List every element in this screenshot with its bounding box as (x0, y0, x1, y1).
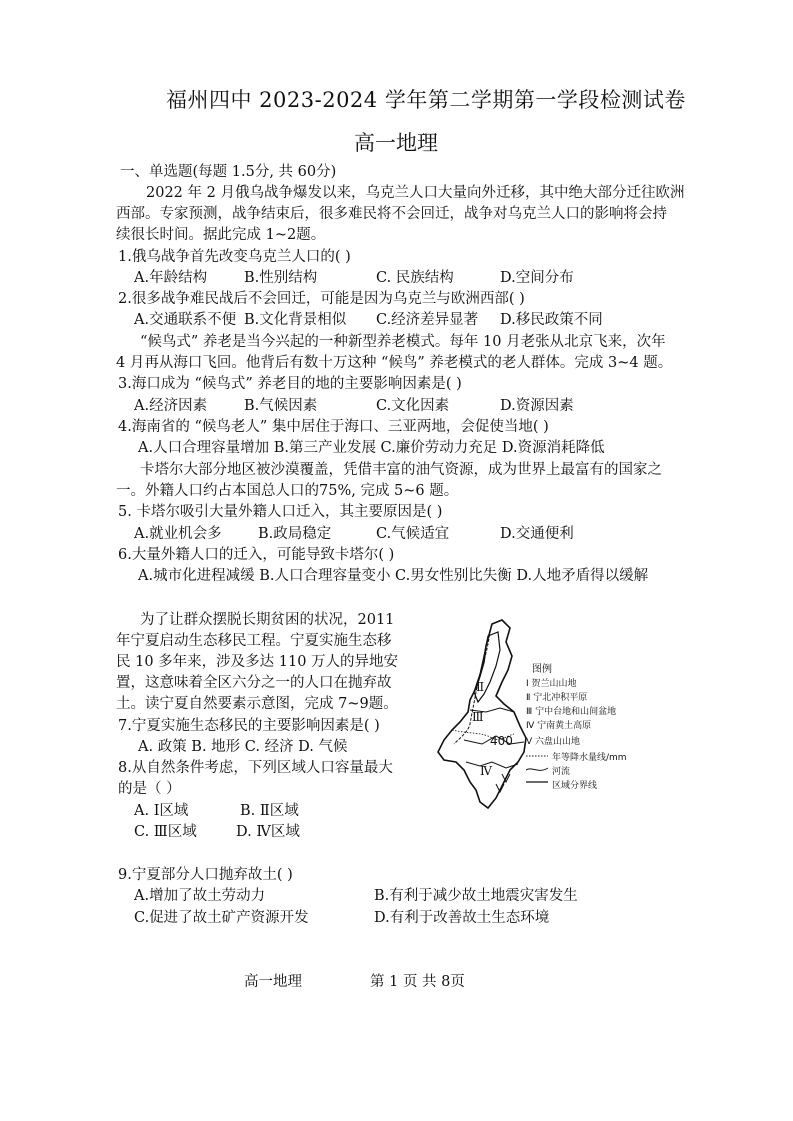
q5-option-c: C.气候适宜 (376, 526, 450, 542)
q8-option-c: C. Ⅲ区域 (134, 824, 197, 840)
passage-4-line: 置，这意味着全区六分之一的人口在抛弃故 (116, 675, 392, 691)
question-2-stem: 2.很多战争难民战后不会回迁，可能是因为乌克兰与欧洲西部( ) (118, 291, 525, 307)
footer-page-number: 第 1 页 共 8页 (370, 974, 465, 990)
section-heading: 一、单选题(每题 1.5分, 共 60分) (120, 164, 337, 180)
q1-option-c: C. 民族结构 (376, 270, 454, 286)
question-4-stem: 4.海南省的 “候鸟老人” 集中居住于海口、三亚两地，会促使当地( ) (118, 419, 549, 435)
q1-option-a: A.年龄结构 (134, 270, 208, 286)
q5-option-b: B.政局稳定 (258, 526, 332, 542)
footer-subject: 高一地理 (244, 974, 302, 990)
q8-option-b: B. Ⅱ区域 (240, 803, 299, 819)
question-5-stem: 5. 卡塔尔吸引大量外籍人口迁入，其主要原因是( ) (118, 504, 443, 520)
q6-options: A.城市化进程减缓 B.人口合理容量变小 C.男女性别比失衡 D.人地矛盾得以缓解 (138, 568, 649, 584)
question-8-stem: 的是（ ） (118, 781, 181, 797)
q3-option-c: C.文化因素 (376, 398, 450, 414)
q2-option-b: B.文化背景相似 (244, 312, 347, 328)
legend-item: Ⅲ 宁中台地和山间盆地 (526, 707, 617, 717)
legend-item: 年等降水量线/mm (552, 753, 627, 763)
q4-options: A.人口合理容量增加 B.第三产业发展 C.廉价劳动力充足 D.资源消耗降低 (138, 440, 605, 456)
q9-option-b: B.有利于减少故土地震灾害发生 (374, 888, 578, 904)
legend-item: Ⅱ 宁北冲积平原 (526, 693, 588, 703)
isohyet-label: 400 (490, 734, 513, 748)
q5-option-d: D.交通便利 (500, 526, 574, 542)
q3-option-b: B.气候因素 (244, 398, 318, 414)
q9-option-d: D.有利于改善故土生态环境 (374, 910, 550, 926)
q9-option-c: C.促进了故土矿产资源开发 (134, 910, 309, 926)
q2-option-c: C.经济差异显著 (376, 312, 479, 328)
q5-option-a: A.就业机会多 (134, 526, 222, 542)
q1-option-d: D.空间分布 (500, 270, 574, 286)
region-boundary-line (466, 762, 518, 768)
q9-option-a: A.增加了故土劳动力 (134, 888, 266, 904)
exam-title: 福州四中 2023-2024 学年第二学期第一学段检测试卷 (166, 88, 686, 112)
q3-option-d: D.资源因素 (500, 398, 574, 414)
legend-item: Ⅴ 六盘山山地 (526, 737, 581, 747)
passage-4-line: 民 10 多年来，涉及多达 110 万人的异地安 (116, 654, 399, 670)
q3-option-a: A.经济因素 (134, 398, 208, 414)
region-label-4: Ⅳ (480, 764, 492, 778)
passage-1-line: 西部。专家预测，战争结束后，很多难民将不会回迁，战争对乌克兰人口的影响将会持 (116, 206, 667, 222)
legend-item: 区域分界线 (552, 781, 598, 791)
passage-1-line: 2022 年 2 月俄乌战争爆发以来，乌克兰人口大量向外迁移，其中绝大部分迁往欧洲 (146, 185, 685, 201)
passage-2-line: “候鸟式” 养老是当今兴起的一种新型养老模式。每年 10 月老张从北京飞来，次年 (140, 334, 666, 350)
passage-4-line: 为了让群众摆脱长期贫困的状况，2011 (140, 612, 395, 628)
question-8-stem: 8.从自然条件考虑，下列区域人口容量最大 (118, 760, 393, 776)
map-legend (526, 660, 661, 800)
q2-option-d: D.移民政策不同 (500, 312, 603, 328)
legend-symbols (526, 752, 550, 788)
q1-option-b: B.性别结构 (244, 270, 318, 286)
passage-2-line: 4 月再从海口飞回。他背后有数十万这种 “候鸟” 养老模式的老人群体。完成 3~4 题。 (116, 355, 673, 371)
passage-3-line: 卡塔尔大部分地区被沙漠覆盖，凭借丰富的油气资源，成为世界上最富有的国家之 (140, 462, 662, 478)
question-7-stem: 7.宁夏实施生态移民的主要影响因素是( ) (118, 718, 380, 734)
passage-1-line: 续很长时间。据此完成 1~2题。 (116, 227, 326, 243)
q8-option-a: A. Ⅰ区域 (134, 803, 189, 819)
q8-option-d: D. Ⅳ区域 (236, 824, 300, 840)
passage-4-line: 土。读宁夏自然要素示意图，完成 7~9题。 (116, 696, 398, 712)
legend-item: Ⅳ 宁南黄土高原 (526, 721, 592, 731)
q2-option-a: A.交通联系不便 (134, 312, 237, 328)
legend-item: 河流 (552, 767, 571, 777)
region-label-2: Ⅱ (476, 680, 485, 694)
river-line (454, 630, 490, 744)
passage-3-line: 一。外籍人口约占本国总人口的75%, 完成 5~6 题。 (116, 483, 459, 499)
passage-4-line: 年宁夏启动生态移民工程。宁夏实施生态移 (116, 633, 392, 649)
question-9-stem: 9.宁夏部分人口抛弃故土( ) (118, 867, 293, 883)
question-3-stem: 3.海口成为 “候鸟式” 养老目的地的主要影响因素是( ) (118, 376, 462, 392)
subject-title: 高一地理 (354, 131, 438, 155)
region-label-3: Ⅲ (472, 710, 484, 724)
question-1-stem: 1.俄乌战争首先改变乌克兰人口的( ) (118, 249, 351, 265)
legend-item: Ⅰ 贺兰山山地 (526, 679, 577, 689)
question-6-stem: 6.大量外籍人口的迁入，可能导致卡塔尔( ) (118, 547, 395, 563)
legend-title: 图例 (532, 664, 552, 675)
q7-options: A. 政策 B. 地形 C. 经济 D. 气候 (138, 739, 348, 755)
